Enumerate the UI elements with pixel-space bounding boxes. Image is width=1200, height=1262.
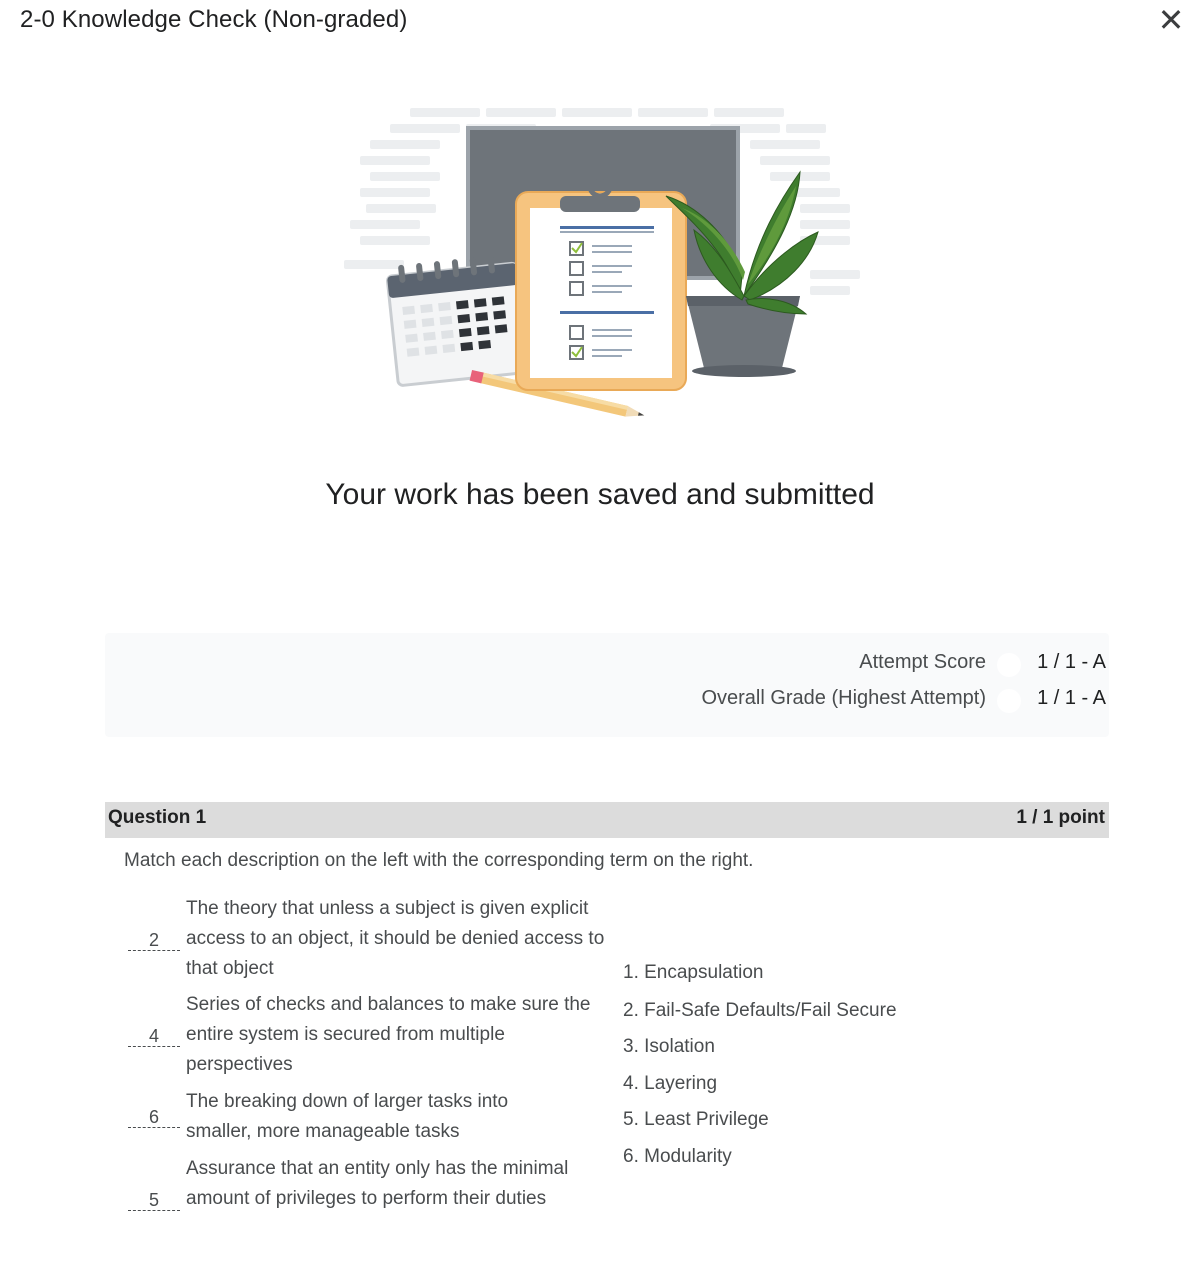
match-answer: 2 [128,930,180,951]
calendar-illustration [386,253,528,386]
term-item: 3. Isolation [623,1036,715,1057]
clipboard-illustration [516,176,686,390]
grade-indicator-icon [997,689,1021,713]
match-answer: 6 [128,1107,180,1128]
term-item: 4. Layering [623,1073,718,1094]
close-icon[interactable]: ✕ [1157,2,1185,38]
question-header [105,802,1109,838]
overall-grade-row [105,687,1109,717]
submission-message: Your work has been saved and submitted [325,478,875,511]
term-item: 1. Encapsulation [623,962,764,983]
match-description: The breaking down of larger tasks into smaller, more manageable tasks [186,1091,509,1142]
dialog-title: 2-0 Knowledge Check (Non-graded) [20,6,408,33]
overall-grade-value: 1 / 1 - A [1037,687,1106,709]
submission-illustration [330,100,870,430]
term-item: 5. Least Privilege [623,1109,769,1130]
match-description: Assurance that an entity only has the minimal amount of privileges to perform their duties [186,1158,569,1209]
overall-grade-label: Overall Grade (Highest Attempt) [701,687,986,709]
match-description: Series of checks and balances to make sure the entire system is secured from multiple perspectives [186,994,591,1075]
match-description: The theory that unless a subject is given explicit access to an object, it should be denied access to that object [186,898,605,979]
question-points: 1 / 1 point [1016,807,1105,828]
dialog-header [0,0,1200,44]
close-button[interactable] [1156,2,1186,38]
attempt-score-value: 1 / 1 - A [1037,651,1106,673]
match-answer: 5 [128,1190,180,1211]
match-answer: 4 [128,1026,180,1047]
question-instruction: Match each description on the left with the corresponding term on the right. [124,850,754,871]
question-title: Question 1 [108,807,207,828]
term-item: 2. Fail-Safe Defaults/Fail Secure [623,1000,897,1021]
score-indicator-icon [997,653,1021,677]
attempt-score-label: Attempt Score [859,651,986,673]
score-summary-panel [105,633,1109,737]
attempt-score-row [105,651,1109,681]
term-item: 6. Modularity [623,1146,732,1167]
